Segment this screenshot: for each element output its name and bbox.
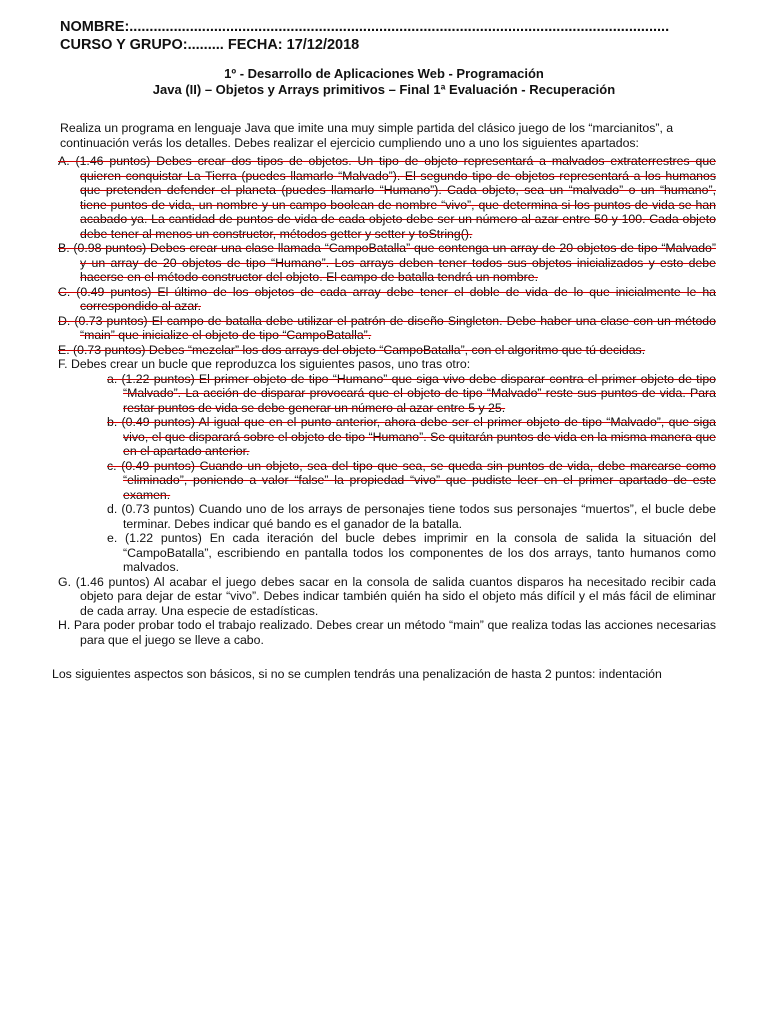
subitem-e: e. (1.22 puntos) En cada iteración del bucle debes imprimir en la consola de salida la situación del “CampoBatalla”, escribiendo en pantalla todos los componentes de los dos arrays, tanto humanos como malvados.: [107, 531, 716, 574]
item-c: C. (0.49 puntos) El último de los objetos de cada array debe tener el doble de vida de lo que inicialmente le ha correspondido al azar.: [58, 284, 716, 313]
item-h: H. Para poder probar todo el trabajo realizado. Debes crear un método “main” que realiza todas las acciones necesarias para que el juego se lleve a cabo.: [58, 618, 716, 647]
course-date-line: CURSO Y GRUPO:......... FECHA: 17/12/2018: [60, 37, 360, 53]
item-d: D. (0.73 puntos) El campo de batalla debe utilizar el patrón de diseño Singleton. Debe haber una clase con un método “main” que inicialize el objeto de tipo “CampoBatalla”.: [58, 313, 716, 342]
footer-note: Los siguientes aspectos son básicos, si no se cumplen tendrás una penalización de hasta 2 puntos: indentación: [52, 667, 662, 681]
subitem-b: b. (0.49 puntos) Al igual que en el punto anterior, ahora debe ser el primer objeto de tipo “Malvado”, que siga vivo, el que disparará sobre el objeto de tipo “Humano”. Se quitarán puntos de vida en la misma manera que en el apartado anterior.: [107, 415, 716, 458]
item-b: B. (0.98 puntos) Debes crear una clase llamada “CampoBatalla” que contenga un array de 20 objetos de tipo “Malvado” y un array de 20 objetos de tipo “Humano”. Los arrays deben tener todos sus objetos inicializados y esto debe hacerse en el método constructor del objeto. El campo de batalla tendrá un nombre.: [58, 241, 716, 284]
item-e: E. (0.73 puntos) Debes “mezclar” los dos arrays del objeto “CampoBatalla”, con el algoritmo que tú decidas.: [58, 342, 646, 357]
exam-subtitle: Java (II) – Objetos y Arrays primitivos – Final 1ª Evaluación - Recuperación: [152, 82, 616, 97]
subitem-d: d. (0.73 puntos) Cuando uno de los arrays de personajes tiene todos sus personajes “muertos”, el bucle debe terminar. Debes indicar qué bando es el ganador de la batalla.: [107, 502, 716, 531]
exam-title: 1º - Desarrollo de Aplicaciones Web - Programación: [224, 66, 544, 81]
item-g: G. (1.46 puntos) Al acabar el juego debes sacar en la consola de salida cuantos disparos ha necesitado recibir cada objeto para dejar de estar “vivo”. Debes indicar también quién ha sido el objeto más difícil y el más fácil de eliminar de cada array. Una especie de estadísticas.: [58, 574, 716, 618]
item-f: F. Debes crear un bucle que reproduzca los siguientes pasos, uno tras otro:: [58, 357, 471, 371]
subitem-c: c. (0.49 puntos) Cuando un objeto, sea del tipo que sea, se queda sin puntos de vida, debe marcarse como “eliminado”, poniendo a valor “false” la propiedad “vivo” que pudiste leer en el primer apartado de este examen.: [107, 458, 716, 502]
subitem-a: a. (1.22 puntos) El primer objeto de tipo “Humano” que siga vivo debe disparar contra el primer objeto de tipo “Malvado”. La acción de disparar provocará que el objeto de tipo “Malvado” reste sus puntos de vida. Para restar puntos de vida se debe generar un número al azar entre 5 y 25.: [107, 371, 716, 415]
student-name-line: NOMBRE:......................................................................................................................................: [60, 19, 670, 35]
item-f-subitems: [58, 372, 716, 575]
item-a: A. (1.46 puntos) Debes crear dos tipos de objetos. Un tipo de objeto representará a malvados extraterrestres que quieren conquistar La Tierra (puedes llamarlo “Malvado”). El segundo tipo de objetos representará a los humanos que pretenden defender el planeta (puedes llamarlo “Humano”). Cada objeto, sea un “malvado” o un “humano”, tiene puntos de vida, un nombre y un campo boolean de nombre “vivo”, que determina si los puntos de vida se han acabado ya. La cantidad de puntos de vida de cada objeto debe ser un número al azar entre 50 y 100. Cada objeto debe tener al menos un constructor, métodos getter y setter y toString().: [58, 154, 716, 241]
intro-paragraph: Realiza un programa en lenguaje Java que imite una muy simple partida del clásico juego de los “marcianitos”, a continuación verás los detalles. Debes realizar el ejercicio cumpliendo uno a uno los siguientes apartados:: [60, 121, 674, 150]
exam-body: [58, 121, 716, 647]
